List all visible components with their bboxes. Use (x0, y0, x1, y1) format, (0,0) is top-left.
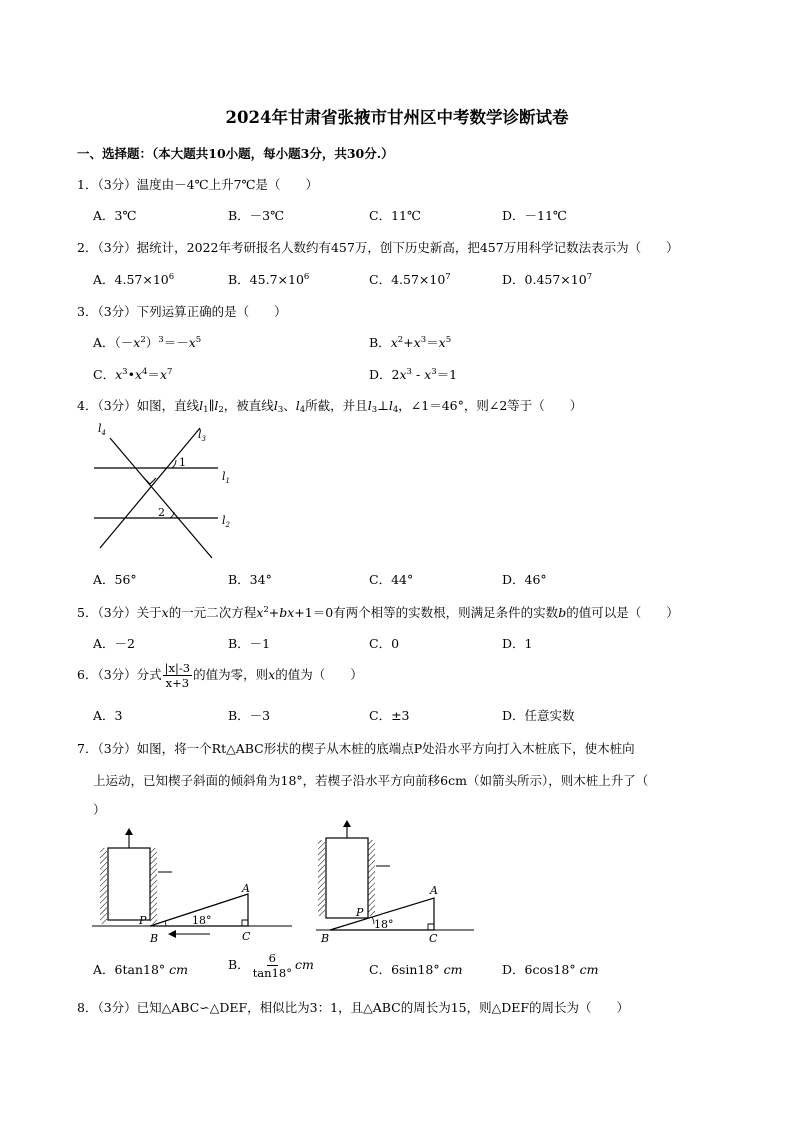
angle-2-label: 2 (158, 506, 165, 519)
point-b-label: B (150, 932, 159, 945)
option-b: B． $\frac{6}{\tan 18^\circ}$ cm (228, 951, 314, 980)
question-points: （3分） (97, 177, 137, 192)
angle-1-label: 1 (179, 456, 186, 469)
question-number: 2． (77, 240, 98, 255)
option-b: B．$45.7\times 10^6$ (228, 272, 310, 287)
wedge-figure (92, 826, 482, 946)
question-text: 下列运算正确的是（ ） (136, 304, 287, 319)
wedge-diagram-before (92, 828, 292, 945)
point-p-label: P (356, 906, 364, 919)
question-3 (77, 302, 287, 320)
option-c: C．6sin18° cm (369, 962, 463, 977)
option-d: D．46° (502, 572, 547, 587)
option-c: C．±3 (369, 708, 410, 723)
option-c: C．11℃ (369, 208, 421, 223)
wedge-diagram-after (316, 820, 474, 945)
point-b-label: B (321, 932, 330, 945)
question-2 (77, 238, 679, 256)
option-a: A．3℃ (93, 208, 137, 223)
question-points: （3分） (97, 240, 137, 255)
line-l4-label: $l_4$ (98, 422, 106, 437)
option-a: A．$4.57\times 10^6$ (93, 272, 175, 287)
option-d: D．6cos18° cm (502, 962, 599, 977)
exam-title: 2024年甘肃省张掖市甘州区中考数学诊断试卷 (225, 108, 569, 127)
section-heading: 一、选择题：（本大题共10小题，每小题3分，共30分.） (77, 146, 394, 161)
point-c-label: C (242, 930, 251, 943)
question-6: 6．（3分）分式 $\frac{|x|-3}{x+3}$ 的值为零，则x的值为（ ） (77, 661, 363, 690)
option-b: B．－1 (228, 636, 271, 651)
question-7-line-2: 上运动，已知楔子斜面的倾斜角为18°，若楔子沿水平方向前移6cm（如箭头所示），则木桩上升了（ (93, 773, 649, 788)
question-8: 8．（3分）已知△ABC∽△DEF，相似比为3：1，且△ABC的周长为15，则△DEF的周长为（ ） (77, 1000, 630, 1015)
question-5: 5．（3分）关于x的一元二次方程$x^2+bx+1=0$有两个相等的实数根，则满足条件的实数b的值可以是（ ） (77, 605, 679, 620)
option-d: D．任意实数 (502, 708, 575, 723)
option-a: A．－2 (93, 636, 135, 651)
option-d: D．$0.457\times 10^7$ (502, 272, 593, 287)
option-b: B．34° (228, 572, 272, 587)
question-text: 据统计，2022年考研报名人数约有457万，创下历史新高，把457万用科学记数法表示为（ ） (136, 240, 679, 255)
fraction: $\frac{|x|-3}{x+3}$ (164, 661, 191, 690)
option-d: D．$2x^3 - x^3=1$ (369, 367, 458, 382)
option-d: D．－11℃ (502, 208, 567, 223)
line-l2-label: $l_2$ (222, 514, 230, 529)
parallel-lines-figure (88, 420, 248, 560)
option-c: C．44° (369, 572, 414, 587)
option-c: C．$4.57\times 10^7$ (369, 272, 451, 287)
question-4: 4．（3分）如图，直线$l_1\parallel l_2$，被直线$l_3$、$l_4$所截，并且$l_3\perp l_4$，∠1＝46°，则∠2等于（ ） (77, 398, 583, 415)
point-c-label: C (429, 932, 438, 945)
question-text: 温度由－4℃上升7℃是（ ） (136, 177, 319, 192)
line-l1-label: $l_1$ (222, 470, 230, 485)
option-a: A．56° (93, 572, 137, 587)
angle-label: 18° (374, 918, 394, 931)
angle-label: 18° (192, 914, 212, 927)
option-a: A．6tan18° cm (93, 962, 189, 977)
point-p-label: P (139, 914, 147, 927)
option-c: C．$x^3•x^4=x^7$ (93, 367, 173, 382)
line-l3-label: $l_3$ (198, 428, 206, 443)
question-points: （3分） (97, 304, 137, 319)
option-b: B．$x^2+x^3=x^5$ (369, 335, 452, 350)
option-a: A．$(-x^2)^3=-x^5$ (93, 335, 202, 350)
point-a-label: A (242, 882, 250, 895)
point-a-label: A (430, 884, 438, 897)
question-7: 7．（3分）如图，将一个Rt△ABC形状的楔子从木桩的底端点P处沿水平方向打入木桩底下，使木桩向 (77, 741, 635, 756)
option-b: B．－3℃ (228, 208, 285, 223)
option-c: C．0 (369, 636, 400, 651)
option-b: B．－3 (228, 708, 271, 723)
question-1 (77, 175, 318, 193)
question-7-line-3: ） (93, 802, 106, 817)
question-number: 1． (77, 177, 98, 192)
question-number: 3． (77, 304, 98, 319)
option-d: D．1 (502, 636, 533, 651)
option-a: A．3 (93, 708, 123, 723)
